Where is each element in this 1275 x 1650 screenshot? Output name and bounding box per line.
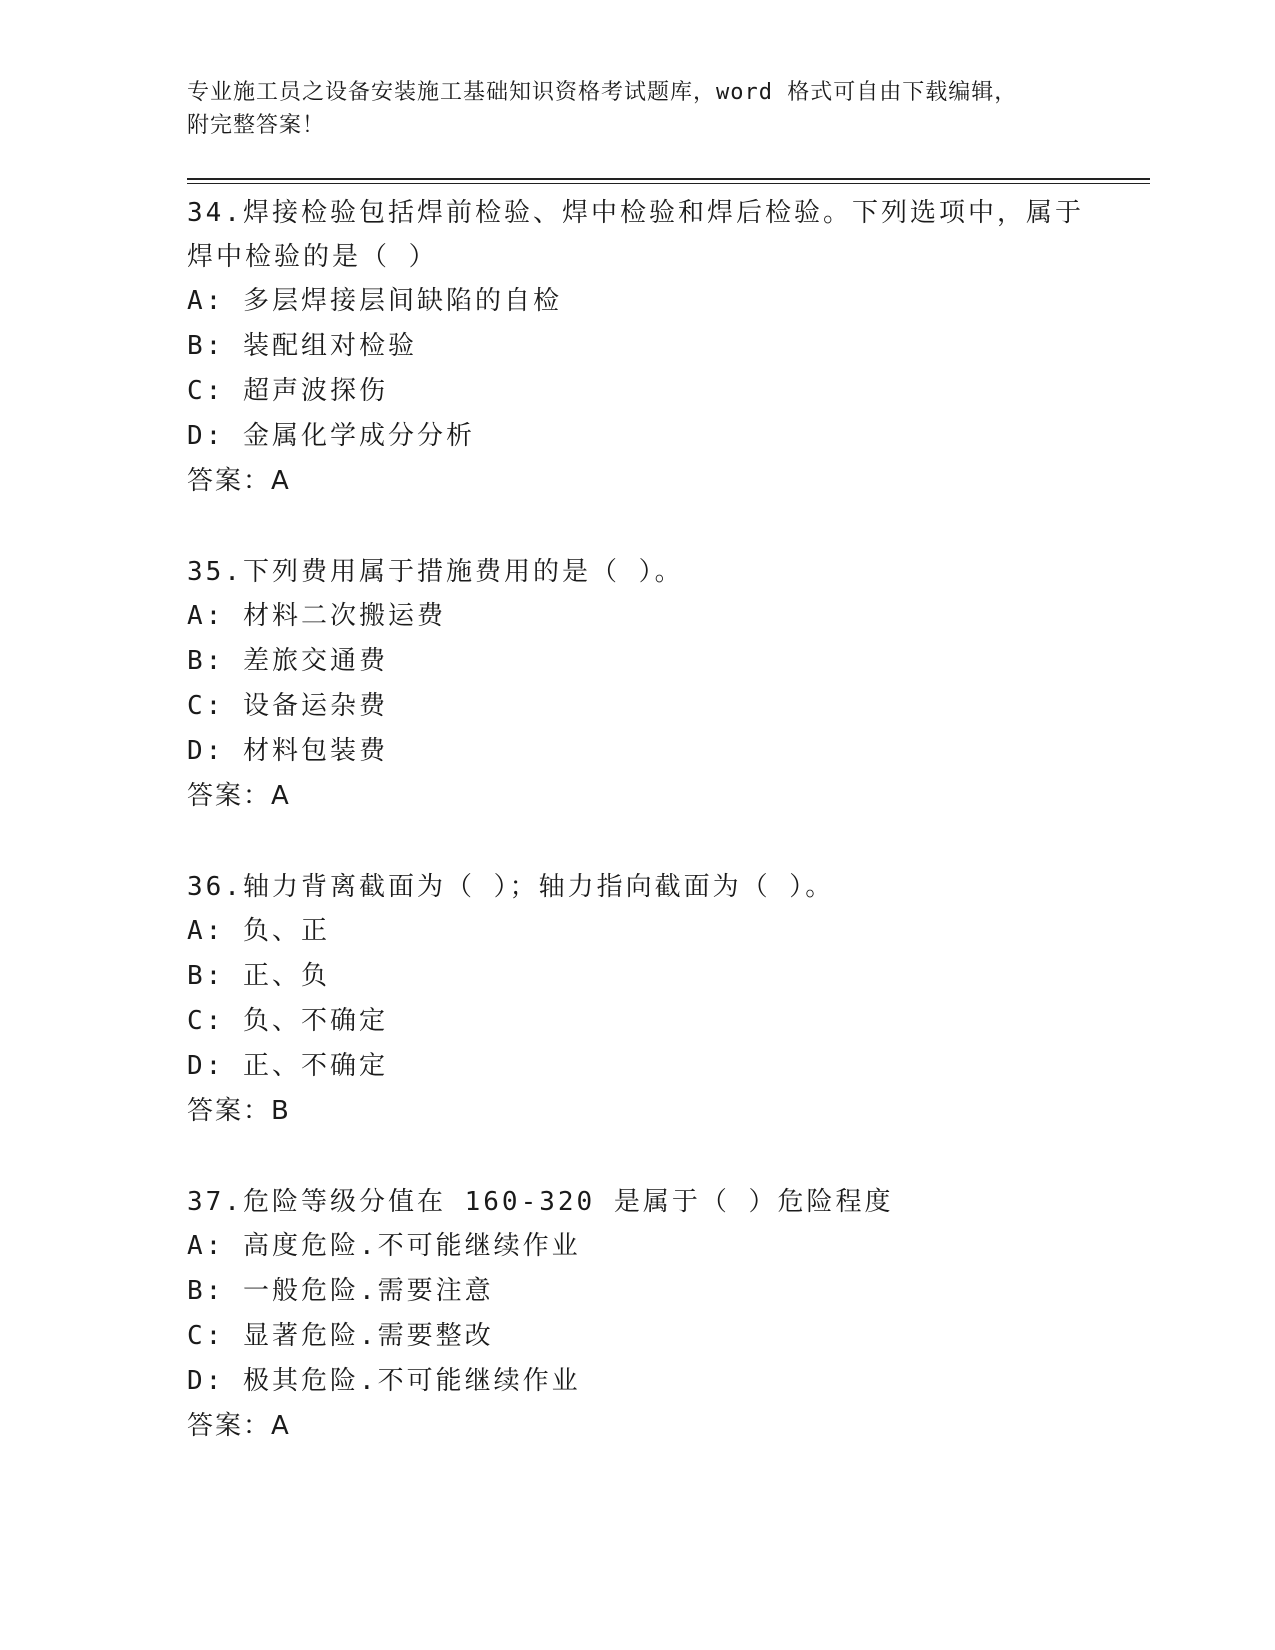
option-a: A: 材料二次搬运费 (187, 601, 446, 631)
question-34 (187, 191, 1087, 504)
option-b: B: 装配组对检验 (187, 331, 417, 361)
option-a: A: 多层焊接层间缺陷的自检 (187, 286, 562, 316)
question-text-line: 34.焊接检验包括焊前检验、焊中检验和焊后检验。下列选项中，属于 (187, 198, 1084, 228)
question-text (187, 191, 1087, 279)
header-divider-thin (187, 183, 1150, 184)
question-35 (187, 550, 1087, 819)
question-text-line: 35.下列费用属于措施费用的是（ ）。 (187, 557, 684, 587)
question-text (187, 550, 1087, 594)
question-text-line: 焊中检验的是（ ） (187, 242, 438, 272)
option-d: D: 材料包装费 (187, 736, 388, 766)
option-c: C: 显著危险.需要整改 (187, 1321, 494, 1351)
option-a: A: 高度危险.不可能继续作业 (187, 1231, 581, 1261)
question-37 (187, 1180, 1087, 1449)
answer-line: 答案：A (187, 466, 291, 496)
answer-line: 答案：A (187, 1411, 291, 1441)
header-line-2: 附完整答案！ (187, 113, 326, 138)
document-header (187, 76, 1067, 142)
option-d: D: 极其危险.不可能继续作业 (187, 1366, 581, 1396)
answer-line: 答案：B (187, 1096, 291, 1126)
option-d: D: 正、不确定 (187, 1051, 388, 1081)
question-text (187, 1180, 1087, 1224)
option-b: B: 一般危险.需要注意 (187, 1276, 494, 1306)
option-c: C: 设备运杂费 (187, 691, 388, 721)
question-list (187, 191, 1087, 1495)
question-text (187, 865, 1087, 909)
header-divider-thick (187, 178, 1150, 180)
option-a: A: 负、正 (187, 916, 330, 946)
question-36 (187, 865, 1087, 1134)
option-c: C: 负、不确定 (187, 1006, 388, 1036)
option-b: B: 差旅交通费 (187, 646, 388, 676)
answer-line: 答案：A (187, 781, 291, 811)
header-line-1: 专业施工员之设备安装施工基础知识资格考试题库，word 格式可自由下载编辑， (187, 80, 1018, 105)
question-text-line: 36.轴力背离截面为（ ）；轴力指向截面为（ ）。 (187, 872, 835, 902)
option-d: D: 金属化学成分分析 (187, 421, 475, 451)
option-c: C: 超声波探伤 (187, 376, 388, 406)
question-text-line: 37.危险等级分值在 160-320 是属于（ ）危险程度 (187, 1187, 894, 1217)
option-b: B: 正、负 (187, 961, 330, 991)
